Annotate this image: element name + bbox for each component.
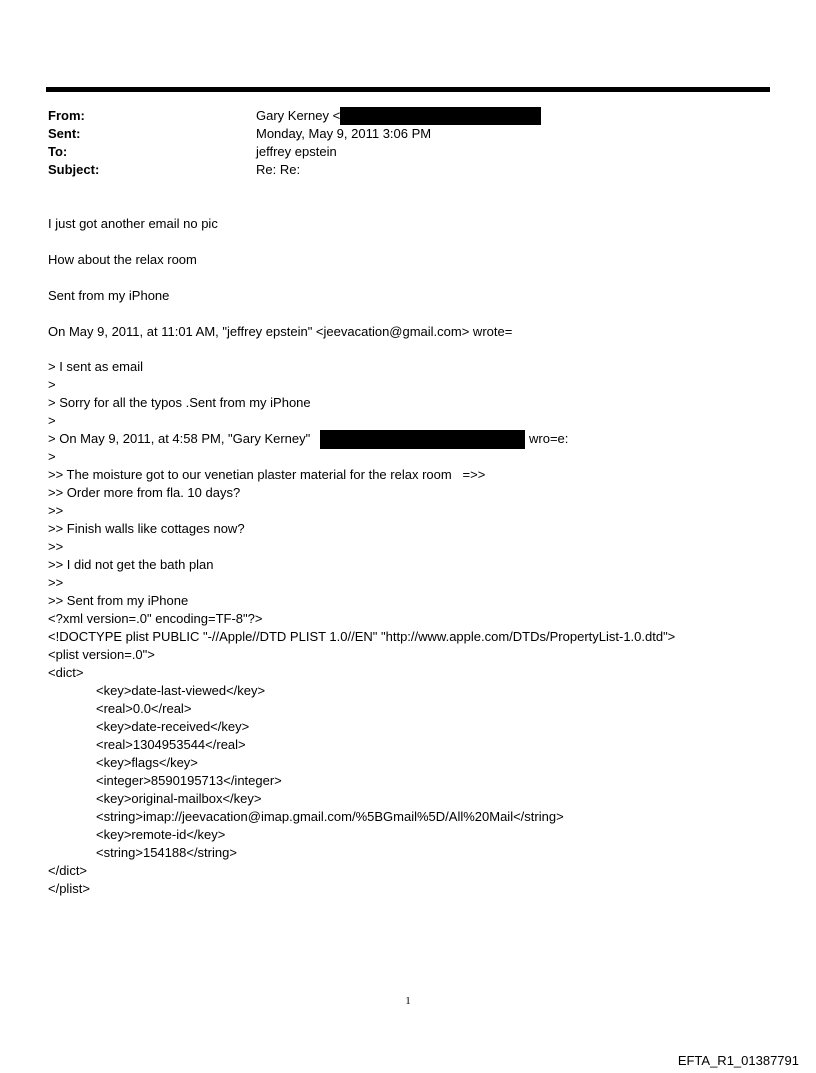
xml-line: <integer>8590195713</integer>: [96, 773, 282, 788]
xml-line: <key>date-received</key>: [96, 719, 250, 734]
quoted-line: >> I did not get the bath plan: [48, 557, 214, 572]
quoted-line: >> Sent from my iPhone: [48, 593, 189, 608]
xml-line: <key>remote-id</key>: [96, 827, 226, 842]
xml-line: <key>flags</key>: [96, 755, 198, 770]
quoted-line: > I sent as email: [48, 359, 144, 374]
quoted-line: >>: [48, 575, 64, 590]
xml-line: <key>original-mailbox</key>: [96, 791, 262, 806]
page-number: 1: [405, 995, 411, 1007]
quoted-line: [48, 430, 569, 448]
sent-label: Sent:: [48, 126, 81, 141]
quoted-attribution-suffix: wro=e:: [529, 431, 569, 446]
quoted-line: >> The moisture got to our venetian plaster material for the relax room =>>: [48, 467, 486, 482]
xml-line: </dict>: [48, 863, 88, 878]
from-value: [256, 107, 541, 125]
quoted-line: >> Order more from fla. 10 days?: [48, 485, 241, 500]
quoted-line: >>: [48, 503, 64, 518]
bates-number: EFTA_R1_01387791: [677, 1053, 799, 1068]
quoted-line: >: [48, 449, 56, 464]
subject-value: Re: Re:: [256, 162, 301, 177]
sent-value: Monday, May 9, 2011 3:06 PM: [256, 126, 432, 141]
quoted-line: >: [48, 377, 56, 392]
quoted-line: >: [48, 413, 56, 428]
xml-line: <plist version=.0">: [48, 647, 155, 662]
redaction-box: [340, 107, 541, 125]
xml-line: <string>154188</string>: [96, 845, 237, 860]
xml-line: <dict>: [48, 665, 84, 680]
body-line: Sent from my iPhone: [48, 288, 170, 303]
xml-line: <!DOCTYPE plist PUBLIC "-//Apple//DTD PLIST 1.0//EN" "http://www.apple.com/DTDs/PropertyList-1.0.dtd">: [48, 629, 676, 644]
quoted-line: > Sorry for all the typos .Sent from my iPhone: [48, 395, 311, 410]
redaction-box: [320, 430, 525, 449]
to-label: To:: [48, 144, 68, 159]
header-divider: [46, 87, 770, 92]
subject-label: Subject:: [48, 162, 100, 177]
from-label: From:: [48, 108, 85, 123]
xml-line: <string>imap://jeevacation@imap.gmail.com/%5BGmail%5D/All%20Mail</string>: [96, 809, 564, 824]
quoted-line: >>: [48, 539, 64, 554]
from-name: Gary Kerney <: [256, 108, 341, 123]
xml-line: <key>date-last-viewed</key>: [96, 683, 266, 698]
body-line: I just got another email no pic: [48, 216, 218, 231]
xml-line: </plist>: [48, 881, 90, 896]
body-line: On May 9, 2011, at 11:01 AM, "jeffrey epstein" <jeevacation@gmail.com> wrote=: [48, 324, 513, 339]
xml-line: <?xml version=.0" encoding=TF-8"?>: [48, 611, 263, 626]
quoted-line: >> Finish walls like cottages now?: [48, 521, 245, 536]
to-value: jeffrey epstein: [256, 144, 337, 159]
xml-line: <real>0.0</real>: [96, 701, 192, 716]
body-line: How about the relax room: [48, 252, 197, 267]
xml-line: <real>1304953544</real>: [96, 737, 246, 752]
quoted-attribution: > On May 9, 2011, at 4:58 PM, "Gary Kerney": [48, 431, 311, 446]
